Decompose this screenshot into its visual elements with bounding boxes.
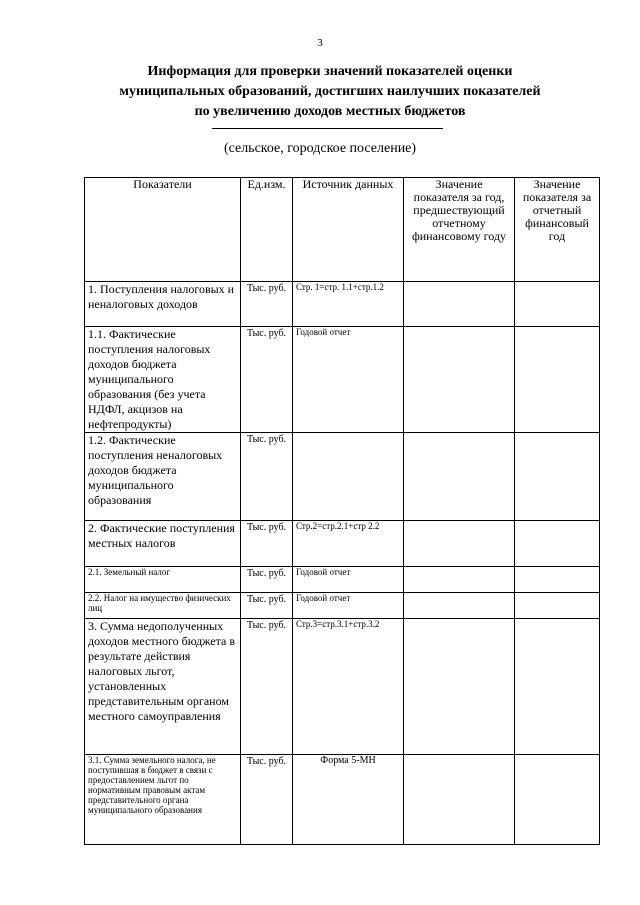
indicator-cell: 3. Сумма недополученных доходов местного бюджета в результате действия налоговых льгот, установленных представительным органом местного самоуправления xyxy=(85,619,241,755)
report-year-value-cell xyxy=(515,593,600,619)
table-row xyxy=(85,755,600,845)
prev-year-value-cell xyxy=(404,327,515,433)
title-line-1: Информация для проверки значений показателей оценки xyxy=(147,64,513,79)
indicator-cell: 1. Поступления налоговых и неналоговых доходов xyxy=(85,282,241,327)
prev-year-value-cell xyxy=(404,282,515,327)
report-year-value-cell xyxy=(515,567,600,593)
source-cell: Форма 5-МН xyxy=(293,755,404,845)
header-unit: Ед.изм. xyxy=(241,178,293,282)
report-year-value-cell xyxy=(515,282,600,327)
prev-year-value-cell xyxy=(404,567,515,593)
source-cell: Годовой отчет xyxy=(293,567,404,593)
table-row xyxy=(85,593,600,619)
report-year-value-cell xyxy=(515,755,600,845)
prev-year-value-cell xyxy=(404,755,515,845)
report-year-value-cell xyxy=(515,521,600,567)
table-header-row xyxy=(85,178,600,282)
header-report-year-value: Значение показателя за отчетный финансовый год xyxy=(515,178,600,282)
table-row xyxy=(85,521,600,567)
indicator-cell: 3.1. Сумма земельного налога, не поступившая в бюджет в связи с предоставлением льгот по нормативным правовым актам представительного органа муниципального образования xyxy=(85,755,241,845)
municipality-blank-line xyxy=(212,128,443,129)
unit-cell: Тыс. руб. xyxy=(241,327,293,433)
table-row xyxy=(85,327,600,433)
unit-cell: Тыс. руб. xyxy=(241,433,293,521)
prev-year-value-cell xyxy=(404,521,515,567)
document-title xyxy=(60,62,600,122)
unit-cell: Тыс. руб. xyxy=(241,567,293,593)
report-year-value-cell xyxy=(515,327,600,433)
source-cell: Стр. 1=стр. 1.1+стр.1.2 xyxy=(293,282,404,327)
document-subtitle: (сельское, городское поселение) xyxy=(223,141,417,156)
source-cell: Годовой отчет xyxy=(293,593,404,619)
source-cell: Стр.2=стр.2.1+стр 2.2 xyxy=(293,521,404,567)
source-cell xyxy=(293,433,404,521)
prev-year-value-cell xyxy=(404,619,515,755)
table-row xyxy=(85,433,600,521)
header-source: Источник данных xyxy=(293,178,404,282)
table-row xyxy=(85,619,600,755)
indicator-cell: 2. Фактические поступления местных налогов xyxy=(85,521,241,567)
unit-cell: Тыс. руб. xyxy=(241,593,293,619)
indicator-cell: 1.1. Фактические поступления налоговых доходов бюджета муниципального образования (без учета НДФЛ, акцизов на нефтепродукты) xyxy=(85,327,241,433)
indicator-cell: 2.2. Налог на имущество физических лиц xyxy=(85,593,241,619)
unit-cell: Тыс. руб. xyxy=(241,521,293,567)
title-line-2: муниципальных образований, достигших наилучших показателей xyxy=(119,84,541,99)
unit-cell: Тыс. руб. xyxy=(241,282,293,327)
page-number: 3 xyxy=(317,37,323,49)
header-indicator: Показатели xyxy=(85,178,241,282)
unit-cell: Тыс. руб. xyxy=(241,755,293,845)
prev-year-value-cell xyxy=(404,433,515,521)
indicator-cell: 2.1. Земельный налог xyxy=(85,567,241,593)
report-year-value-cell xyxy=(515,619,600,755)
source-cell: Стр.3=стр.3.1+стр.3.2 xyxy=(293,619,404,755)
unit-cell: Тыс. руб. xyxy=(241,619,293,755)
source-cell: Годовой отчет xyxy=(293,327,404,433)
header-prev-year-value: Значение показателя за год, предшествующий отчетному финансовому году xyxy=(404,178,515,282)
report-year-value-cell xyxy=(515,433,600,521)
indicators-table xyxy=(84,177,600,845)
indicator-cell: 1.2. Фактические поступления неналоговых доходов бюджета муниципального образования xyxy=(85,433,241,521)
title-line-3: по увеличению доходов местных бюджетов xyxy=(194,104,466,119)
table-row xyxy=(85,567,600,593)
prev-year-value-cell xyxy=(404,593,515,619)
table-row xyxy=(85,282,600,327)
